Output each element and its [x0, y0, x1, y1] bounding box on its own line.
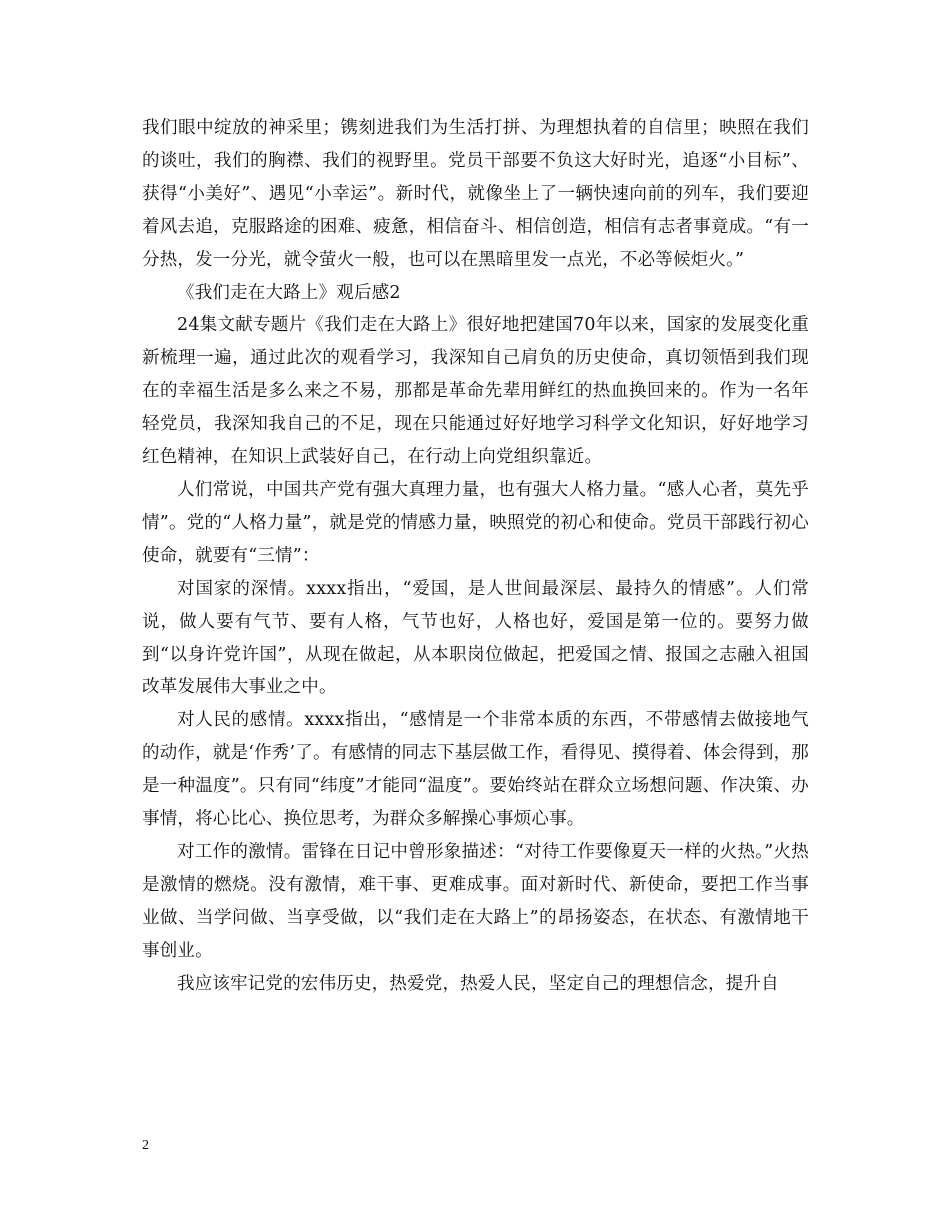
- paragraph-feelings-for-people: 对人民的感情。xxxx指出，“感情是一个非常本质的东西，不带感情去做接地气的动作，就是‘作秀’了。有感情的同志下基层做工作，看得见、摸得着、体会得到，那是一种温度”。只有同“纬度”才能同“温度”。要始终站在群众立场想问题、作决策、办事情，将心比心、换位思考，为群众多解操心事烦心事。: [142, 710, 809, 830]
- section-heading: 《我们走在大路上》观后感2: [177, 282, 401, 303]
- paragraph-conclusion: 我应该牢记党的宏伟历史，热爱党，热爱人民，坚定自己的理想信念，提升自: [177, 973, 779, 994]
- paragraph-personality-power: 人们常说，中国共产党有强大真理力量，也有强大人格力量。“感人心者，莫先乎情”。党的“人格力量”，就是党的情感力量，映照党的初心和使命。党员干部践行初心使命，就要有“三情”：: [142, 479, 809, 566]
- paragraph-continuation: 我们眼中绽放的神采里；镌刻进我们为生活打拼、为理想执着的自信里；映照在我们的谈吐，我们的胸襟、我们的视野里。党员干部要不负这大好时光，追逐“小目标”、获得“小美好”、遇见“小幸运”。新时代，就像坐上了一辆快速向前的列车，我们要迎着风去追，克服路途的困难、疲惫，相信奋斗、相信创造，相信有志者事竟成。“有一分热，发一分光，就令萤火一般，也可以在黑暗里发一点光，不必等候炬火。”: [142, 118, 809, 270]
- paragraph-documentary: 24集文献专题片《我们走在大路上》很好地把建国70年以来，国家的发展变化重新梳理一遍，通过此次的观看学习，我深知自己肩负的历史使命，真切领悟到我们现在的幸福生活是多么来之不易，那都是革命先辈用鲜红的热血换回来的。作为一名年轻党员，我深知我自己的不足，现在只能通过好好地学习科学文化知识，好好地学习红色精神，在知识上武装好自己，在行动上向党组织靠近。: [142, 315, 809, 468]
- document-body: [142, 112, 809, 1000]
- page-number: 2: [142, 1138, 149, 1153]
- paragraph-passion-for-work: 对工作的激情。雷锋在日记中曾形象描述：“对待工作要像夏天一样的火热。”火热是激情的燃烧。没有激情，难干事、更难成事。面对新时代、新使命，要把工作当事业做、当学问做、当享受做，以“我们走在大路上”的昂扬姿态，在状态、有激情地干事创业。: [142, 841, 809, 961]
- paragraph-love-of-country: 对国家的深情。xxxx指出，“爱国，是人世间最深层、最持久的情感”。人们常说，做人要有气节、要有人格，气节也好，人格也好，爱国是第一位的。要努力做到“以身许党许国”，从现在做起，从本职岗位做起，把爱国之情、报国之志融入祖国改革发展伟大事业之中。: [142, 578, 809, 698]
